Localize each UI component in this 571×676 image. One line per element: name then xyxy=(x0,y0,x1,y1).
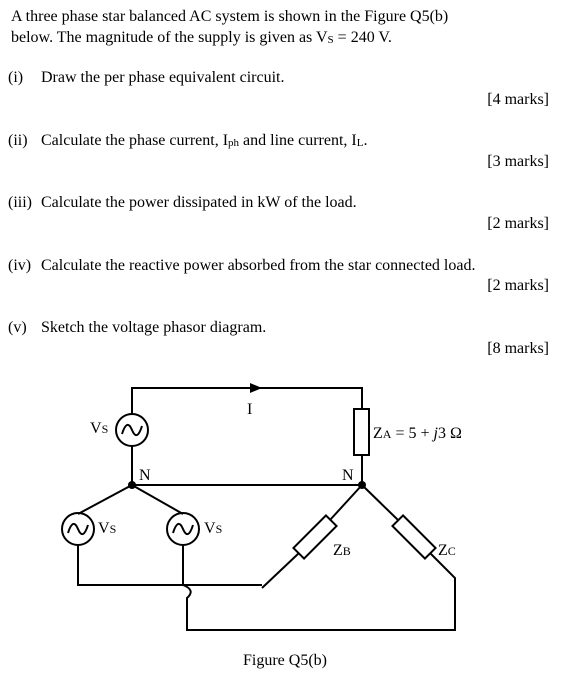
left-branch-b xyxy=(132,485,183,514)
intro-line-2-text: below. The magnitude of the supply is given as V xyxy=(11,29,328,46)
question-i xyxy=(8,68,284,88)
question-text-mid: and line current, I xyxy=(239,132,357,149)
left-neutral-label: N xyxy=(139,467,151,484)
figure-caption: Figure Q5(b) xyxy=(243,652,327,669)
right-neutral-label: N xyxy=(342,467,354,484)
intro-line-2 xyxy=(11,27,551,51)
right-branch-c xyxy=(362,485,398,520)
question-v xyxy=(8,318,266,338)
question-text: Calculate the phase current, I xyxy=(41,132,229,149)
source1-label: VS xyxy=(90,420,109,437)
intro-line-1: A three phase star balanced AC system is shown in the Figure Q5(b) xyxy=(11,8,449,25)
question-number: (v) xyxy=(8,319,27,336)
question-text-end: . xyxy=(363,132,368,149)
source2-wire xyxy=(78,544,170,585)
zb-lower-wire xyxy=(262,553,299,588)
zb-resistor xyxy=(293,515,336,558)
phase-subscript: ph xyxy=(228,137,240,149)
marks-iii: [2 marks] xyxy=(487,215,549,232)
zb-label: ZB xyxy=(333,542,351,559)
marks-v: [8 marks] xyxy=(487,340,549,357)
right-branch-b xyxy=(330,485,362,520)
left-branch-a xyxy=(78,485,132,514)
question-text: Draw the per phase equivalent circuit. xyxy=(41,69,285,86)
source2-label: VS xyxy=(98,520,117,537)
question-ii xyxy=(8,131,368,153)
za-resistor xyxy=(354,409,369,455)
right-neutral-dot xyxy=(358,481,366,489)
zc-label: ZC xyxy=(438,542,456,559)
intro-line-2-value: = 240 V. xyxy=(333,29,392,46)
problem-statement xyxy=(11,6,551,51)
marks-i: [4 marks] xyxy=(487,91,549,108)
question-iv xyxy=(8,256,475,276)
question-number: (ii) xyxy=(8,132,28,149)
source2-sine-icon xyxy=(68,524,88,534)
circuit-diagram xyxy=(0,370,571,676)
question-text: Calculate the reactive power absorbed from the star connected load. xyxy=(41,257,476,274)
supply-subscript: S xyxy=(327,34,334,46)
source1-sine-icon xyxy=(122,425,142,435)
marks-iv: [2 marks] xyxy=(487,277,549,294)
question-number: (iii) xyxy=(8,194,32,211)
current-label: I xyxy=(247,401,253,418)
za-label: ZA = 5 + j3 Ω xyxy=(373,425,462,442)
line-subscript: L xyxy=(356,137,364,149)
question-number: (i) xyxy=(8,69,24,86)
question-text: Calculate the power dissipated in kW of the load. xyxy=(41,194,357,211)
source3-wire xyxy=(183,544,455,630)
source3-sine-icon xyxy=(173,524,193,534)
current-arrow-icon xyxy=(250,383,262,393)
left-neutral-dot xyxy=(128,481,136,489)
marks-ii: [3 marks] xyxy=(487,153,549,170)
question-text: Sketch the voltage phasor diagram. xyxy=(41,319,267,336)
zc-resistor xyxy=(392,515,435,558)
question-iii xyxy=(8,193,357,213)
source3-label: VS xyxy=(204,520,223,537)
question-number: (iv) xyxy=(8,257,32,274)
